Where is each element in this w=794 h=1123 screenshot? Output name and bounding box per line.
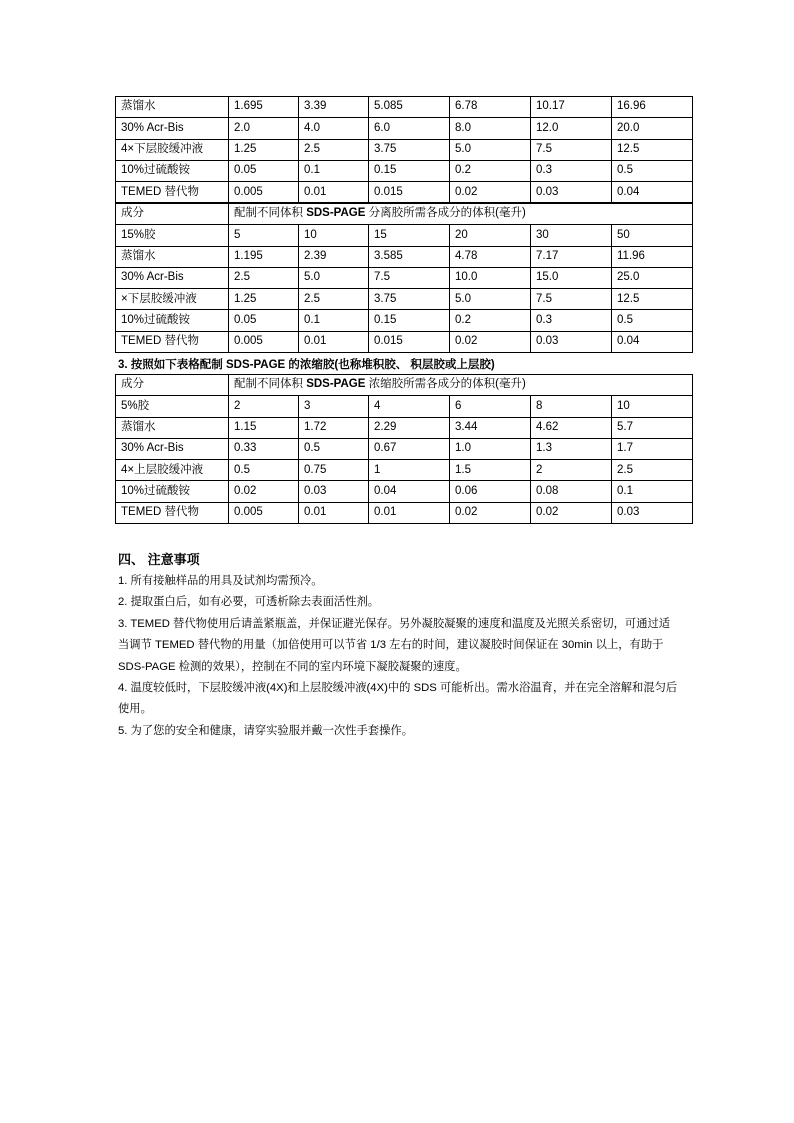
volume-cell: 1.25 — [229, 289, 299, 310]
volume-cell: 11.96 — [612, 246, 693, 267]
component-name-cell: 30% Acr-Bis — [116, 438, 229, 459]
volume-cell: 1.7 — [612, 438, 693, 459]
separating-gel-15-table — [115, 203, 693, 353]
component-name-cell: TEMED 替代物 — [116, 331, 229, 352]
volume-cell: 0.1 — [612, 481, 693, 502]
stacking-gel-table — [115, 374, 693, 524]
volume-cell: 0.06 — [450, 481, 531, 502]
volume-cell: 0.01 — [299, 331, 369, 352]
table-row — [116, 267, 693, 288]
volume-cell: 25.0 — [612, 267, 693, 288]
notes-section-title: 四、 注意事项 — [118, 552, 200, 567]
volume-cell: 0.03 — [531, 331, 612, 352]
volume-cell: 0.05 — [229, 310, 299, 331]
volume-cell: 0.05 — [229, 160, 299, 181]
volume-cell: 7.5 — [369, 267, 450, 288]
volume-cell: 2 — [531, 460, 612, 481]
volume-cell: 0.005 — [229, 331, 299, 352]
volume-cell: 1.695 — [229, 97, 299, 118]
volume-cell: 2.29 — [369, 417, 450, 438]
volume-cell: 0.04 — [369, 481, 450, 502]
volume-cell: 0.03 — [299, 481, 369, 502]
volume-cell: 7.5 — [531, 289, 612, 310]
volume-cell: 4.0 — [299, 118, 369, 139]
table-row — [116, 481, 693, 502]
table-row — [116, 182, 693, 203]
volume-cell: 0.15 — [369, 310, 450, 331]
volume-cell: 0.33 — [229, 438, 299, 459]
volume-cell: 4 — [369, 396, 450, 417]
volume-cell: 0.5 — [229, 460, 299, 481]
volume-cell: 0.1 — [299, 310, 369, 331]
volume-cell: 5 — [229, 225, 299, 246]
volume-cell: 6.0 — [369, 118, 450, 139]
volume-cell: 0.5 — [299, 438, 369, 459]
volume-cell: 0.01 — [299, 182, 369, 203]
volume-cell: 10 — [612, 396, 693, 417]
note-item: 3. TEMED 替代物使用后请盖紧瓶盖，并保证避光保存。另外凝胶凝聚的速度和温度及光照关系密切，可通过适当调节 TEMED 替代物的用量（加倍使用可以节省 1/3 左右的时间，建议凝胶时间保证在 30min 以上，有助于 SDS-PAGE 检测的效果），控制在不同的室内环境下凝胶凝聚的速度。 — [118, 617, 671, 673]
volume-cell: 12.0 — [531, 118, 612, 139]
component-name-cell: TEMED 替代物 — [116, 182, 229, 203]
volume-cell: 0.02 — [450, 502, 531, 523]
volume-cell: 5.085 — [369, 97, 450, 118]
note-item: 5. 为了您的安全和健康，请穿实验服并戴一次性手套操作。 — [118, 724, 413, 737]
volume-cell: 10.17 — [531, 97, 612, 118]
volume-cell: 2.5 — [299, 139, 369, 160]
component-name-cell: 10%过硫酸铵 — [116, 481, 229, 502]
volume-cell: 1.5 — [450, 460, 531, 481]
volume-cell: 0.01 — [299, 502, 369, 523]
volume-cell: 0.015 — [369, 182, 450, 203]
volume-cell: 7.17 — [531, 246, 612, 267]
volume-cell: 0.3 — [531, 160, 612, 181]
volume-cell: 0.2 — [450, 310, 531, 331]
volume-cell: 0.5 — [612, 160, 693, 181]
volume-cell: 30 — [531, 225, 612, 246]
volume-cell: 0.03 — [612, 502, 693, 523]
table-row — [116, 396, 693, 417]
header-component-label: 成分 — [116, 204, 229, 225]
table-row — [116, 331, 693, 352]
header-volume-description: 配制不同体积 SDS-PAGE 浓缩胶所需各成分的体积(毫升) — [229, 375, 693, 396]
volume-cell: 0.1 — [299, 160, 369, 181]
volume-cell: 5.0 — [299, 267, 369, 288]
header-volume-description: 配制不同体积 SDS-PAGE 分离胶所需各成分的体积(毫升) — [229, 204, 693, 225]
stacking-gel-heading: 3. 按照如下表格配制 SDS-PAGE 的浓缩胶(也称堆积胶、 积层胶或上层胶) — [118, 359, 495, 371]
component-name-cell: 15%胶 — [116, 225, 229, 246]
table-row — [116, 118, 693, 139]
volume-cell: 7.5 — [531, 139, 612, 160]
note-item: 1. 所有接触样品的用具及试剂均需预冷。 — [118, 575, 323, 587]
volume-cell: 0.75 — [299, 460, 369, 481]
volume-cell: 50 — [612, 225, 693, 246]
volume-cell: 0.02 — [450, 331, 531, 352]
component-name-cell: ×下层胶缓冲液 — [116, 289, 229, 310]
component-name-cell: 10%过硫酸铵 — [116, 310, 229, 331]
volume-cell: 3.39 — [299, 97, 369, 118]
volume-cell: 0.03 — [531, 182, 612, 203]
volume-cell: 3.75 — [369, 139, 450, 160]
component-name-cell: 蒸馏水 — [116, 97, 229, 118]
component-name-cell: TEMED 替代物 — [116, 502, 229, 523]
volume-cell: 2 — [229, 396, 299, 417]
volume-cell: 4.78 — [450, 246, 531, 267]
volume-cell: 2.39 — [299, 246, 369, 267]
volume-cell: 0.01 — [369, 502, 450, 523]
volume-cell: 5.0 — [450, 289, 531, 310]
volume-cell: 8 — [531, 396, 612, 417]
volume-cell: 0.02 — [229, 481, 299, 502]
table-row — [116, 310, 693, 331]
volume-cell: 12.5 — [612, 289, 693, 310]
table-row — [116, 289, 693, 310]
volume-cell: 0.5 — [612, 310, 693, 331]
volume-cell: 3.44 — [450, 417, 531, 438]
component-name-cell: 4×上层胶缓冲液 — [116, 460, 229, 481]
volume-cell: 16.96 — [612, 97, 693, 118]
volume-cell: 15 — [369, 225, 450, 246]
table-row — [116, 246, 693, 267]
volume-cell: 3 — [299, 396, 369, 417]
volume-cell: 0.08 — [531, 481, 612, 502]
volume-cell: 8.0 — [450, 118, 531, 139]
volume-cell: 0.67 — [369, 438, 450, 459]
volume-cell: 0.04 — [612, 182, 693, 203]
table-row — [116, 417, 693, 438]
header-component-label: 成分 — [116, 375, 229, 396]
volume-cell: 0.15 — [369, 160, 450, 181]
volume-cell: 2.5 — [229, 267, 299, 288]
volume-cell: 12.5 — [612, 139, 693, 160]
separating-gel-table-continued — [115, 96, 693, 203]
table-row — [116, 160, 693, 181]
table-row — [116, 139, 693, 160]
volume-cell: 3.75 — [369, 289, 450, 310]
volume-cell: 3.585 — [369, 246, 450, 267]
table-row — [116, 225, 693, 246]
volume-cell: 0.02 — [531, 502, 612, 523]
volume-cell: 6 — [450, 396, 531, 417]
volume-cell: 2.0 — [229, 118, 299, 139]
volume-cell: 15.0 — [531, 267, 612, 288]
component-name-cell: 蒸馏水 — [116, 417, 229, 438]
volume-cell: 0.2 — [450, 160, 531, 181]
notes-list — [118, 571, 678, 742]
note-item: 4. 温度较低时，下层胶缓冲液(4X)和上层胶缓冲液(4X)中的 SDS 可能析出。需水浴温育，并在完全溶解和混匀后使用。 — [118, 682, 678, 716]
volume-cell: 0.015 — [369, 331, 450, 352]
volume-cell: 1.0 — [450, 438, 531, 459]
volume-cell: 0.3 — [531, 310, 612, 331]
volume-cell: 20.0 — [612, 118, 693, 139]
table-header-row — [116, 204, 693, 225]
table-header-row — [116, 375, 693, 396]
table-row — [116, 502, 693, 523]
volume-cell: 6.78 — [450, 97, 531, 118]
volume-cell: 1 — [369, 460, 450, 481]
volume-cell: 1.195 — [229, 246, 299, 267]
component-name-cell: 30% Acr-Bis — [116, 267, 229, 288]
volume-cell: 1.3 — [531, 438, 612, 459]
volume-cell: 0.005 — [229, 502, 299, 523]
volume-cell: 2.5 — [299, 289, 369, 310]
table-row — [116, 438, 693, 459]
volume-cell: 2.5 — [612, 460, 693, 481]
volume-cell: 1.25 — [229, 139, 299, 160]
volume-cell: 1.15 — [229, 417, 299, 438]
volume-cell: 0.02 — [450, 182, 531, 203]
table-row — [116, 97, 693, 118]
volume-cell: 0.04 — [612, 331, 693, 352]
volume-cell: 10.0 — [450, 267, 531, 288]
table-row — [116, 460, 693, 481]
volume-cell: 4.62 — [531, 417, 612, 438]
component-name-cell: 5%胶 — [116, 396, 229, 417]
volume-cell: 20 — [450, 225, 531, 246]
volume-cell: 0.005 — [229, 182, 299, 203]
volume-cell: 5.0 — [450, 139, 531, 160]
volume-cell: 10 — [299, 225, 369, 246]
component-name-cell: 30% Acr-Bis — [116, 118, 229, 139]
component-name-cell: 蒸馏水 — [116, 246, 229, 267]
note-item: 2. 提取蛋白后，如有必要，可透析除去表面活性剂。 — [118, 596, 380, 609]
component-name-cell: 4×下层胶缓冲液 — [116, 139, 229, 160]
component-name-cell: 10%过硫酸铵 — [116, 160, 229, 181]
volume-cell: 1.72 — [299, 417, 369, 438]
volume-cell: 5.7 — [612, 417, 693, 438]
